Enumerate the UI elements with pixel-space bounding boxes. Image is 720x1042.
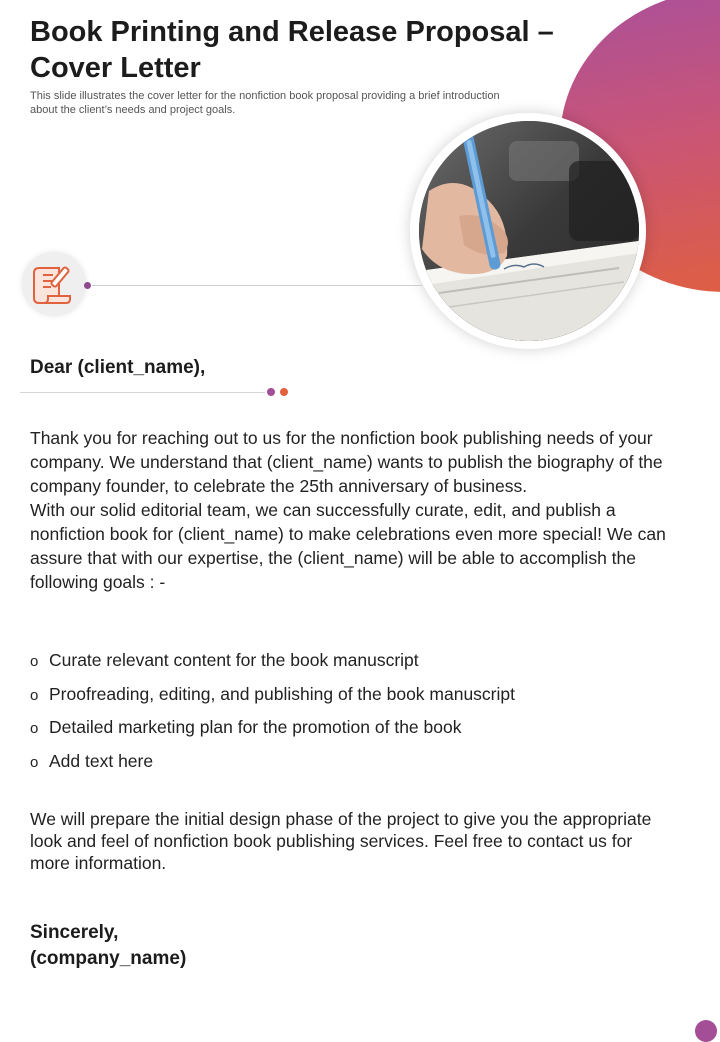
letter-body xyxy=(30,426,670,594)
list-item xyxy=(30,749,670,783)
page-title: Book Printing and Release Proposal – Cover Letter xyxy=(30,16,554,84)
bullet-icon: o xyxy=(30,753,39,771)
hand-writing-photo xyxy=(419,121,639,341)
letter-signoff xyxy=(30,920,186,972)
goals-list xyxy=(30,648,670,782)
letter-paragraph-team: With our solid editorial team, we can successfully curate, edit, and publish a nonfiction book for (client_name) to make celebrations even more special! We can assure that with our expertise, the (client_name) will be able to accomplish the following goals : - xyxy=(30,500,666,592)
list-item xyxy=(30,682,670,716)
corner-accent-dot xyxy=(695,1020,717,1042)
signoff-line: Sincerely, xyxy=(30,922,119,943)
bullet-icon: o xyxy=(30,720,39,737)
greeting-divider xyxy=(20,392,265,393)
list-item xyxy=(30,648,670,682)
goal-text: Detailed marketing plan for the promotion of the book xyxy=(49,717,462,737)
list-item xyxy=(30,715,670,749)
goal-text: Curate relevant content for the book manuscript xyxy=(49,650,419,670)
bullet-icon: o xyxy=(30,653,39,670)
goal-text: Proofreading, editing, and publishing of the book manuscript xyxy=(49,683,515,704)
connector-dot xyxy=(84,282,91,289)
connector-line xyxy=(92,285,422,286)
goal-text: Add text here xyxy=(49,750,154,771)
document-pen-icon-badge xyxy=(22,252,86,316)
accent-dot-purple xyxy=(267,388,275,396)
letter-greeting: Dear (client_name), xyxy=(30,357,206,378)
accent-dot-orange xyxy=(280,388,288,396)
page-subtitle: This slide illustrates the cover letter for the nonfiction book proposal providing a brief introduction about the client’s needs and project goals. xyxy=(30,90,500,116)
letter-closing: We will prepare the initial design phase of the project to give you the appropriate look and feel of nonfiction book publishing services. Feel free to contact us for more information. xyxy=(30,809,652,873)
bullet-icon: o xyxy=(30,686,39,704)
letter-paragraph-intro: Thank you for reaching out to us for the nonfiction book publishing needs of your company. We understand that (client_name) wants to publish the biography of the company founder, to celebrate the 25th anniversary of business. xyxy=(30,428,663,496)
document-pen-icon xyxy=(31,262,77,308)
signature-name: (company_name) xyxy=(30,948,187,969)
